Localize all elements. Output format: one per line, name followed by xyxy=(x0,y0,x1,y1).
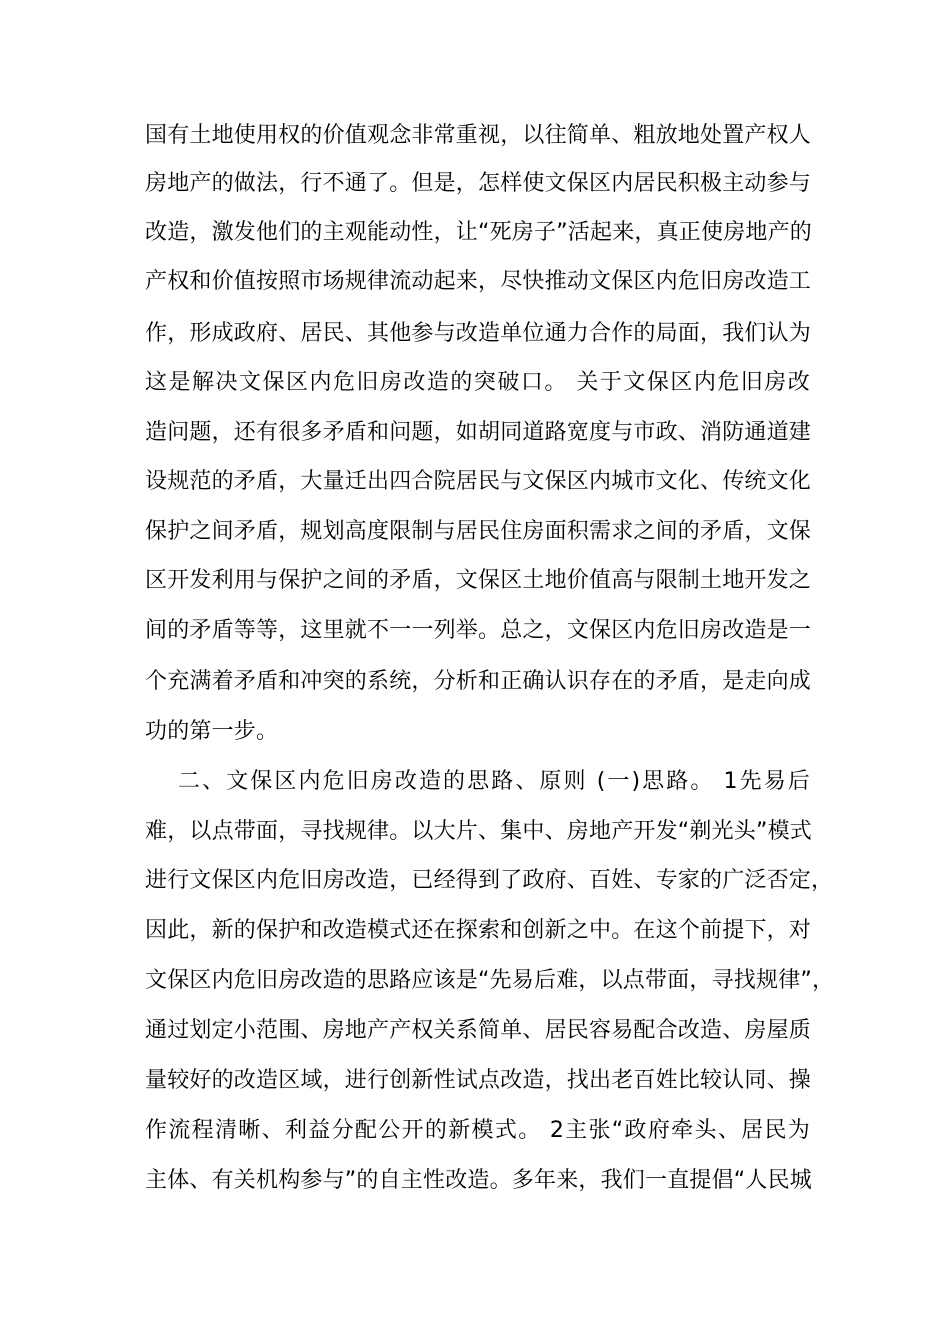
text-line: 个充满着矛盾和冲突的系统，分析和正确认识存在的矛盾，是走向成 xyxy=(145,669,812,694)
text-line: 因此，新的保护和改造模式还在探索和创新之中。在这个前提下，对 xyxy=(145,918,812,943)
paragraph-start-line: 二、文保区内危旧房改造的思路、原则 (一)思路。 1先易后 xyxy=(178,769,810,794)
text-line: 间的矛盾等等，这里就不一一列举。总之，文保区内危旧房改造是一 xyxy=(145,618,812,643)
text-line: 国有土地使用权的价值观念非常重视，以往简单、粗放地处置产权人 xyxy=(145,123,812,148)
text-line: 造问题，还有很多矛盾和问题，如胡同道路宽度与市政、消防通道建 xyxy=(145,420,812,445)
text-line: 设规范的矛盾，大量迁出四合院居民与文保区内城市文化、传统文化 xyxy=(145,469,812,494)
text-line: 难，以点带面，寻找规律。以大片、集中、房地产开发“剃光头”模式 xyxy=(145,819,812,844)
text-line: 进行文保区内危旧房改造，已经得到了政府、百姓、专家的广泛否定， xyxy=(145,868,834,893)
text-line: 区开发利用与保护之间的矛盾，文保区土地价值高与限制土地开发之 xyxy=(145,568,812,593)
text-line: 作，形成政府、居民、其他参与改造单位通力合作的局面，我们认为 xyxy=(145,321,812,346)
text-line: 文保区内危旧房改造的思路应该是“先易后难，以点带面，寻找规律”， xyxy=(145,968,835,993)
text-line: 通过划定小范围、房地产产权关系简单、居民容易配合改造、房屋质 xyxy=(145,1018,812,1043)
text-line: 作流程清晰、利益分配公开的新模式。 2主张“政府牵头、居民为 xyxy=(145,1118,810,1143)
text-line: 量较好的改造区域，进行创新性试点改造，找出老百姓比较认同、操 xyxy=(145,1068,812,1093)
text-line: 主体、有关机构参与”的自主性改造。多年来，我们一直提倡“人民城 xyxy=(145,1168,812,1193)
text-line: 房地产的做法，行不通了。但是，怎样使文保区内居民积极主动参与 xyxy=(145,171,812,196)
text-line: 产权和价值按照市场规律流动起来，尽快推动文保区内危旧房改造工 xyxy=(145,269,812,294)
text-line: 这是解决文保区内危旧房改造的突破口。 关于文保区内危旧房改 xyxy=(145,370,810,395)
text-line: 保护之间矛盾，规划高度限制与居民住房面积需求之间的矛盾，文保 xyxy=(145,519,812,544)
text-line: 改造，激发他们的主观能动性，让“死房子”活起来，真正使房地产的 xyxy=(145,220,812,245)
text-line: 功的第一步。 xyxy=(145,719,279,744)
